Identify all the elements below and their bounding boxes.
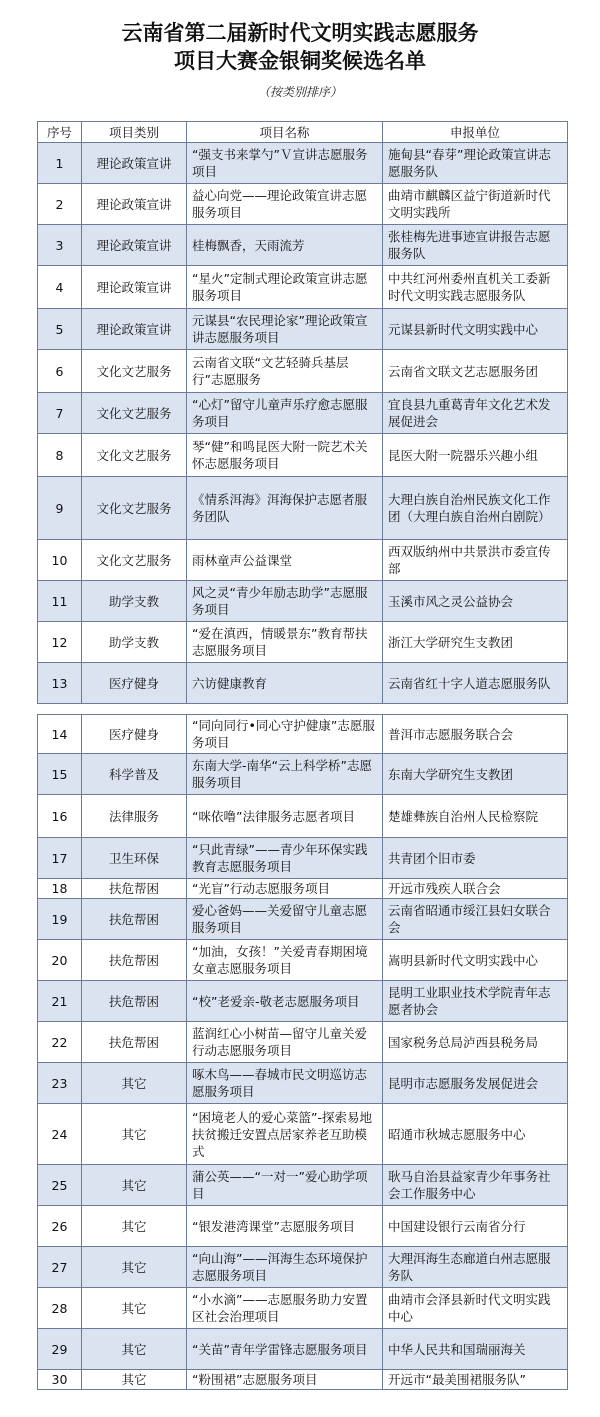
cell-applicant-unit: 普洱市志愿服务联合会 bbox=[383, 715, 568, 754]
cell-category: 其它 bbox=[82, 1063, 187, 1104]
cell-applicant-unit: 开远市“最美围裙服务队” bbox=[383, 1370, 568, 1390]
header-project-name: 项目名称 bbox=[187, 122, 383, 143]
cell-applicant-unit: 昆医大附一院器乐兴趣小组 bbox=[383, 434, 568, 477]
cell-project-name: “光盲”行动志愿服务项目 bbox=[187, 879, 383, 899]
cell-applicant-unit: 大理洱海生态廊道白州志愿服务队 bbox=[383, 1247, 568, 1288]
cell-applicant-unit: 云南省昭通市绥江县妇女联合会 bbox=[383, 899, 568, 940]
table-row bbox=[38, 940, 568, 981]
cell-project-name: 云南省文联“文艺轻骑兵基层行”志愿服务 bbox=[187, 350, 383, 393]
cell-no: 1 bbox=[38, 143, 82, 184]
cell-no: 2 bbox=[38, 184, 82, 225]
cell-applicant-unit: 嵩明县新时代文明实践中心 bbox=[383, 940, 568, 981]
table-row bbox=[38, 393, 568, 434]
cell-project-name: 啄木鸟——春城市民文明巡访志愿服务项目 bbox=[187, 1063, 383, 1104]
cell-applicant-unit: 中共红河州委州直机关工委新时代文明实践志愿服务队 bbox=[383, 266, 568, 309]
cell-project-name: “粉围裙”志愿服务项目 bbox=[187, 1370, 383, 1390]
cell-no: 24 bbox=[38, 1104, 82, 1165]
cell-applicant-unit: 耿马自治县益家青少年事务社会工作服务中心 bbox=[383, 1165, 568, 1206]
cell-project-name: 蒲公英——“一对一”爱心助学项目 bbox=[187, 1165, 383, 1206]
cell-project-name: 爱心爸妈——关爱留守儿童志愿服务项目 bbox=[187, 899, 383, 940]
table-row bbox=[38, 266, 568, 309]
cell-project-name: 雨林童声公益课堂 bbox=[187, 540, 383, 581]
cell-no: 26 bbox=[38, 1206, 82, 1247]
cell-applicant-unit: 云南省文联文艺志愿服务团 bbox=[383, 350, 568, 393]
table-row bbox=[38, 1329, 568, 1370]
table-row bbox=[38, 663, 568, 704]
table-row bbox=[38, 622, 568, 663]
cell-project-name: “小水滴”——志愿服务助力安置区社会治理项目 bbox=[187, 1288, 383, 1329]
table-row bbox=[38, 477, 568, 540]
table-header-row bbox=[38, 122, 568, 143]
cell-no: 19 bbox=[38, 899, 82, 940]
cell-no: 29 bbox=[38, 1329, 82, 1370]
cell-category: 文化文艺服务 bbox=[82, 540, 187, 581]
cell-applicant-unit: 张桂梅先进事迹宣讲报告志愿服务队 bbox=[383, 225, 568, 266]
table-row bbox=[38, 795, 568, 838]
cell-applicant-unit: 昭通市秋城志愿服务中心 bbox=[383, 1104, 568, 1165]
cell-project-name: “星火”定制式理论政策宣讲志愿服务项目 bbox=[187, 266, 383, 309]
table-row bbox=[38, 309, 568, 350]
table-row bbox=[38, 184, 568, 225]
cell-no: 12 bbox=[38, 622, 82, 663]
cell-no: 22 bbox=[38, 1022, 82, 1063]
cell-project-name: 桂梅飘香，天雨流芳 bbox=[187, 225, 383, 266]
cell-no: 20 bbox=[38, 940, 82, 981]
table-row bbox=[38, 981, 568, 1022]
cell-applicant-unit: 曲靖市麒麟区益宁街道新时代文明实践所 bbox=[383, 184, 568, 225]
cell-no: 16 bbox=[38, 795, 82, 838]
cell-applicant-unit: 浙江大学研究生支教团 bbox=[383, 622, 568, 663]
table-row bbox=[38, 1247, 568, 1288]
header-no: 序号 bbox=[38, 122, 82, 143]
table-row bbox=[38, 143, 568, 184]
cell-category: 文化文艺服务 bbox=[82, 393, 187, 434]
cell-category: 理论政策宣讲 bbox=[82, 266, 187, 309]
cell-applicant-unit: 玉溪市风之灵公益协会 bbox=[383, 581, 568, 622]
cell-applicant-unit: 昆明工业职业技术学院青年志愿者协会 bbox=[383, 981, 568, 1022]
table-row bbox=[38, 1370, 568, 1390]
cell-applicant-unit: 元谋县新时代文明实践中心 bbox=[383, 309, 568, 350]
cell-project-name: “校”老爱亲-敬老志愿服务项目 bbox=[187, 981, 383, 1022]
cell-applicant-unit: 楚雄彝族自治州人民检察院 bbox=[383, 795, 568, 838]
cell-no: 8 bbox=[38, 434, 82, 477]
cell-no: 25 bbox=[38, 1165, 82, 1206]
table-row bbox=[38, 1022, 568, 1063]
cell-no: 28 bbox=[38, 1288, 82, 1329]
cell-applicant-unit: 共青团个旧市委 bbox=[383, 838, 568, 879]
cell-category: 其它 bbox=[82, 1288, 187, 1329]
cell-applicant-unit: 曲靖市会泽县新时代文明实践中心 bbox=[383, 1288, 568, 1329]
cell-category: 医疗健身 bbox=[82, 715, 187, 754]
cell-category: 理论政策宣讲 bbox=[82, 309, 187, 350]
table-row bbox=[38, 434, 568, 477]
cell-applicant-unit: 西双版纳州中共景洪市委宣传部 bbox=[383, 540, 568, 581]
table-row bbox=[38, 1165, 568, 1206]
cell-project-name: “困境老人的爱心菜篮”-探索易地扶贫搬迁安置点居家养老互助模式 bbox=[187, 1104, 383, 1165]
cell-project-name: 琴“健”和鸣昆医大附一院艺术关怀志愿服务项目 bbox=[187, 434, 383, 477]
cell-category: 助学支教 bbox=[82, 581, 187, 622]
cell-applicant-unit: 大理白族自治州民族文化工作团（大理白族自治州白剧院） bbox=[383, 477, 568, 540]
cell-category: 卫生环保 bbox=[82, 838, 187, 879]
cell-category: 文化文艺服务 bbox=[82, 477, 187, 540]
cell-no: 11 bbox=[38, 581, 82, 622]
table-row bbox=[38, 838, 568, 879]
page-title-line1: 云南省第二届新时代文明实践志愿服务 bbox=[121, 20, 479, 45]
cell-project-name: “心灯”留守儿童声乐疗愈志愿服务项目 bbox=[187, 393, 383, 434]
table-row bbox=[38, 1063, 568, 1104]
cell-no: 7 bbox=[38, 393, 82, 434]
cell-project-name: “加油，女孩！”关爱青春期困境女童志愿服务项目 bbox=[187, 940, 383, 981]
table-row bbox=[38, 1104, 568, 1165]
cell-category: 科学普及 bbox=[82, 754, 187, 795]
cell-no: 3 bbox=[38, 225, 82, 266]
cell-project-name: 六访健康教育 bbox=[187, 663, 383, 704]
cell-category: 其它 bbox=[82, 1370, 187, 1390]
table-row bbox=[38, 879, 568, 899]
cell-category: 扶危帮困 bbox=[82, 879, 187, 899]
cell-no: 10 bbox=[38, 540, 82, 581]
cell-no: 9 bbox=[38, 477, 82, 540]
page-title-line2: 项目大赛金银铜奖候选名单 bbox=[174, 48, 426, 73]
cell-project-name: “关苗”青年学雷锋志愿服务项目 bbox=[187, 1329, 383, 1370]
cell-applicant-unit: 云南省红十字人道志愿服务队 bbox=[383, 663, 568, 704]
cell-category: 其它 bbox=[82, 1165, 187, 1206]
cell-applicant-unit: 昆明市志愿服务发展促进会 bbox=[383, 1063, 568, 1104]
table-row bbox=[38, 1206, 568, 1247]
table-row bbox=[38, 899, 568, 940]
cell-project-name: “爱在滇西，情暖景东”教育帮扶志愿服务项目 bbox=[187, 622, 383, 663]
cell-applicant-unit: 国家税务总局泸西县税务局 bbox=[383, 1022, 568, 1063]
cell-category: 扶危帮困 bbox=[82, 940, 187, 981]
cell-category: 法律服务 bbox=[82, 795, 187, 838]
cell-project-name: 蓝润红心小树苗—留守儿童关爱行动志愿服务项目 bbox=[187, 1022, 383, 1063]
cell-category: 其它 bbox=[82, 1247, 187, 1288]
cell-no: 5 bbox=[38, 309, 82, 350]
cell-category: 扶危帮困 bbox=[82, 899, 187, 940]
cell-applicant-unit: 施甸县“春芽”理论政策宣讲志愿服务队 bbox=[383, 143, 568, 184]
cell-category: 扶危帮困 bbox=[82, 1022, 187, 1063]
page-subtitle: （按类别排序） bbox=[257, 85, 342, 99]
cell-no: 17 bbox=[38, 838, 82, 879]
cell-project-name: 《情系洱海》洱海保护志愿者服务团队 bbox=[187, 477, 383, 540]
table-row bbox=[38, 225, 568, 266]
cell-no: 18 bbox=[38, 879, 82, 899]
cell-category: 理论政策宣讲 bbox=[82, 184, 187, 225]
table-row bbox=[38, 581, 568, 622]
table-row bbox=[38, 350, 568, 393]
table-row bbox=[38, 715, 568, 754]
cell-project-name: “只此青绿”——青少年环保实践教育志愿服务项目 bbox=[187, 838, 383, 879]
cell-category: 其它 bbox=[82, 1329, 187, 1370]
cell-applicant-unit: 中国建设银行云南省分行 bbox=[383, 1206, 568, 1247]
table-gap-cell bbox=[38, 704, 568, 715]
table-row bbox=[38, 540, 568, 581]
cell-project-name: “银发港湾课堂”志愿服务项目 bbox=[187, 1206, 383, 1247]
cell-category: 文化文艺服务 bbox=[82, 434, 187, 477]
cell-project-name: “强支书来掌勺”Ｖ宣讲志愿服务项目 bbox=[187, 143, 383, 184]
cell-project-name: “向山海”——洱海生态环境保护志愿服务项目 bbox=[187, 1247, 383, 1288]
table-row bbox=[38, 754, 568, 795]
cell-no: 30 bbox=[38, 1370, 82, 1390]
header-applicant-unit: 申报单位 bbox=[383, 122, 568, 143]
cell-no: 4 bbox=[38, 266, 82, 309]
cell-applicant-unit: 开远市残疾人联合会 bbox=[383, 879, 568, 899]
cell-category: 助学支教 bbox=[82, 622, 187, 663]
cell-category: 理论政策宣讲 bbox=[82, 143, 187, 184]
cell-category: 其它 bbox=[82, 1104, 187, 1165]
header-category: 项目类别 bbox=[82, 122, 187, 143]
cell-category: 其它 bbox=[82, 1206, 187, 1247]
cell-applicant-unit: 东南大学研究生支教团 bbox=[383, 754, 568, 795]
cell-category: 理论政策宣讲 bbox=[82, 225, 187, 266]
cell-project-name: 元谋县“农民理论家”理论政策宣讲志愿服务项目 bbox=[187, 309, 383, 350]
cell-applicant-unit: 中华人民共和国瑞丽海关 bbox=[383, 1329, 568, 1370]
cell-project-name: 风之灵“青少年励志助学”志愿服务项目 bbox=[187, 581, 383, 622]
cell-project-name: “同向同行•同心守护健康”志愿服务项目 bbox=[187, 715, 383, 754]
table-body bbox=[38, 143, 568, 1390]
cell-category: 医疗健身 bbox=[82, 663, 187, 704]
table-row bbox=[38, 1288, 568, 1329]
cell-no: 21 bbox=[38, 981, 82, 1022]
cell-no: 27 bbox=[38, 1247, 82, 1288]
cell-project-name: 东南大学-南华“云上科学桥”志愿服务项目 bbox=[187, 754, 383, 795]
candidate-table bbox=[37, 121, 568, 1390]
cell-category: 扶危帮困 bbox=[82, 981, 187, 1022]
cell-applicant-unit: 宜良县九重葛青年文化艺术发展促进会 bbox=[383, 393, 568, 434]
cell-no: 6 bbox=[38, 350, 82, 393]
cell-no: 14 bbox=[38, 715, 82, 754]
cell-no: 15 bbox=[38, 754, 82, 795]
cell-category: 文化文艺服务 bbox=[82, 350, 187, 393]
table-gap bbox=[38, 704, 568, 715]
cell-project-name: “咪依噜”法律服务志愿者项目 bbox=[187, 795, 383, 838]
cell-no: 13 bbox=[38, 663, 82, 704]
cell-project-name: 益心向党——理论政策宣讲志愿服务项目 bbox=[187, 184, 383, 225]
cell-no: 23 bbox=[38, 1063, 82, 1104]
